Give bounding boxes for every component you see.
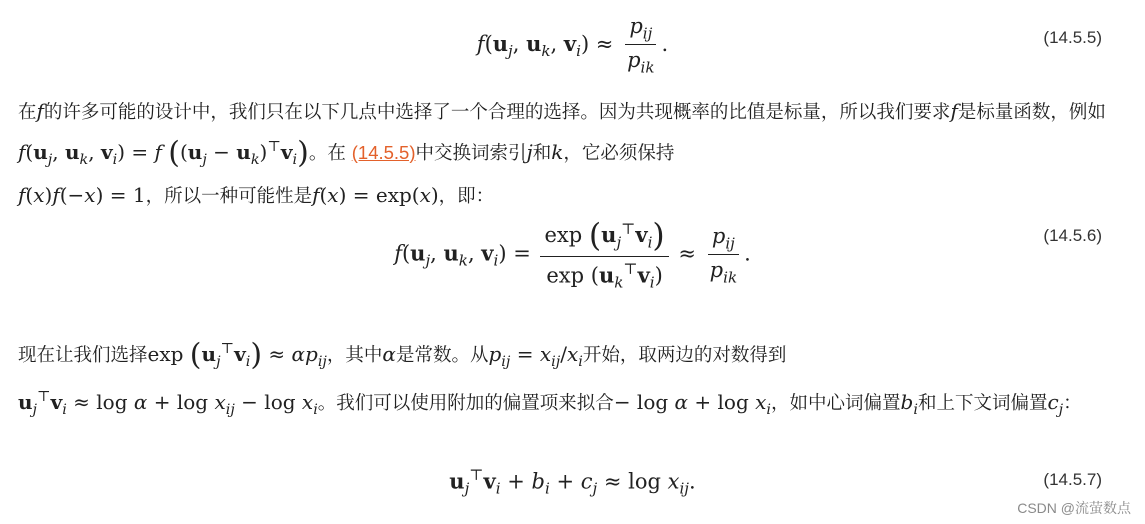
text: ，如中心词偏置 — [771, 392, 901, 414]
text: ，即： — [438, 185, 495, 207]
text: 是常数。从 — [395, 344, 489, 366]
equation-14-5-5: $f(u_j$, $u_k$, $v_i$) ≈ $\frac{p_{ij}}{p_{ik}}$ . — [476, 14, 669, 77]
equation-14-5-6: $f(u_j$, $u_k$, $v_i$) = $\frac{\exp (u_j^⊤v_i)}{\exp (u_k^⊤v_i)}$ ≈ $\frac{p_{ij}}{p_{ik}}$ . — [394, 218, 751, 292]
text: ： — [1063, 392, 1082, 414]
text: 在 — [18, 102, 37, 123]
paragraph-2: 现在让我们选择$\exp (u_j^⊤v_i) \approx \alpha p_{ij}$，其中α是常数。从$p_{ij} = x_{ij}/x_i$开始，取两边的对数得到 $u_j^⊤v_i \approx \log \alpha + \log x_{ij} - \log x_i$。我们可以使用附加的偏置项来拟合− $\log \alpha + \log x_i$，如中心词偏置$b_i$和上下文词偏置$c_j$： — [18, 337, 1082, 418]
text: 和上下文词偏置 — [917, 392, 1048, 414]
text: 的许多可能的设计中，我们只在以下几点中选择了一个合理的选择。因为共现概率的比值是标量，所以我们要求 — [43, 102, 951, 123]
equation-number: (14.5.7) — [1043, 470, 1102, 489]
text: 和 — [532, 142, 552, 164]
text: 现在让我们选择 — [18, 344, 148, 366]
text: ，所以一种可能性是 — [145, 185, 313, 207]
equation-reference-link[interactable]: (14.5.5) — [351, 141, 416, 163]
text: 是标量函数，例如 — [957, 102, 1106, 123]
equation-14-5-7: $u_j^⊤v_i + b_i + c_j \approx \log x_{ij}$. — [449, 466, 696, 498]
text: 中交换词索引 — [415, 142, 527, 164]
text: 开始，取两边的对数得到 — [582, 344, 787, 366]
equation-number: (14.5.6) — [1043, 226, 1102, 245]
paragraph-1: 在f的许多可能的设计中，我们只在以下几点中选择了一个合理的选择。因为共现概率的比值是标量，所以我们要求f是标量函数，例如$f(u_j$, $u_k$, $v_i) = f$ $((u_j - u_k)^⊤v_i)$。在 (14.5.5)中交换词索引j和k，它必须保持 f(x)f(−x) = 1，所以一种可能性是f(x) = exp(x)，即： — [18, 99, 1106, 207]
text: ，它必须保持 — [563, 142, 675, 164]
equation-number: (14.5.5) — [1043, 28, 1102, 47]
text: ，其中 — [326, 344, 383, 366]
watermark: CSDN @流萤数点 — [1017, 500, 1131, 516]
text: 。我们可以使用附加的偏置项来拟合 — [317, 392, 614, 414]
text: 。在 — [308, 142, 352, 164]
